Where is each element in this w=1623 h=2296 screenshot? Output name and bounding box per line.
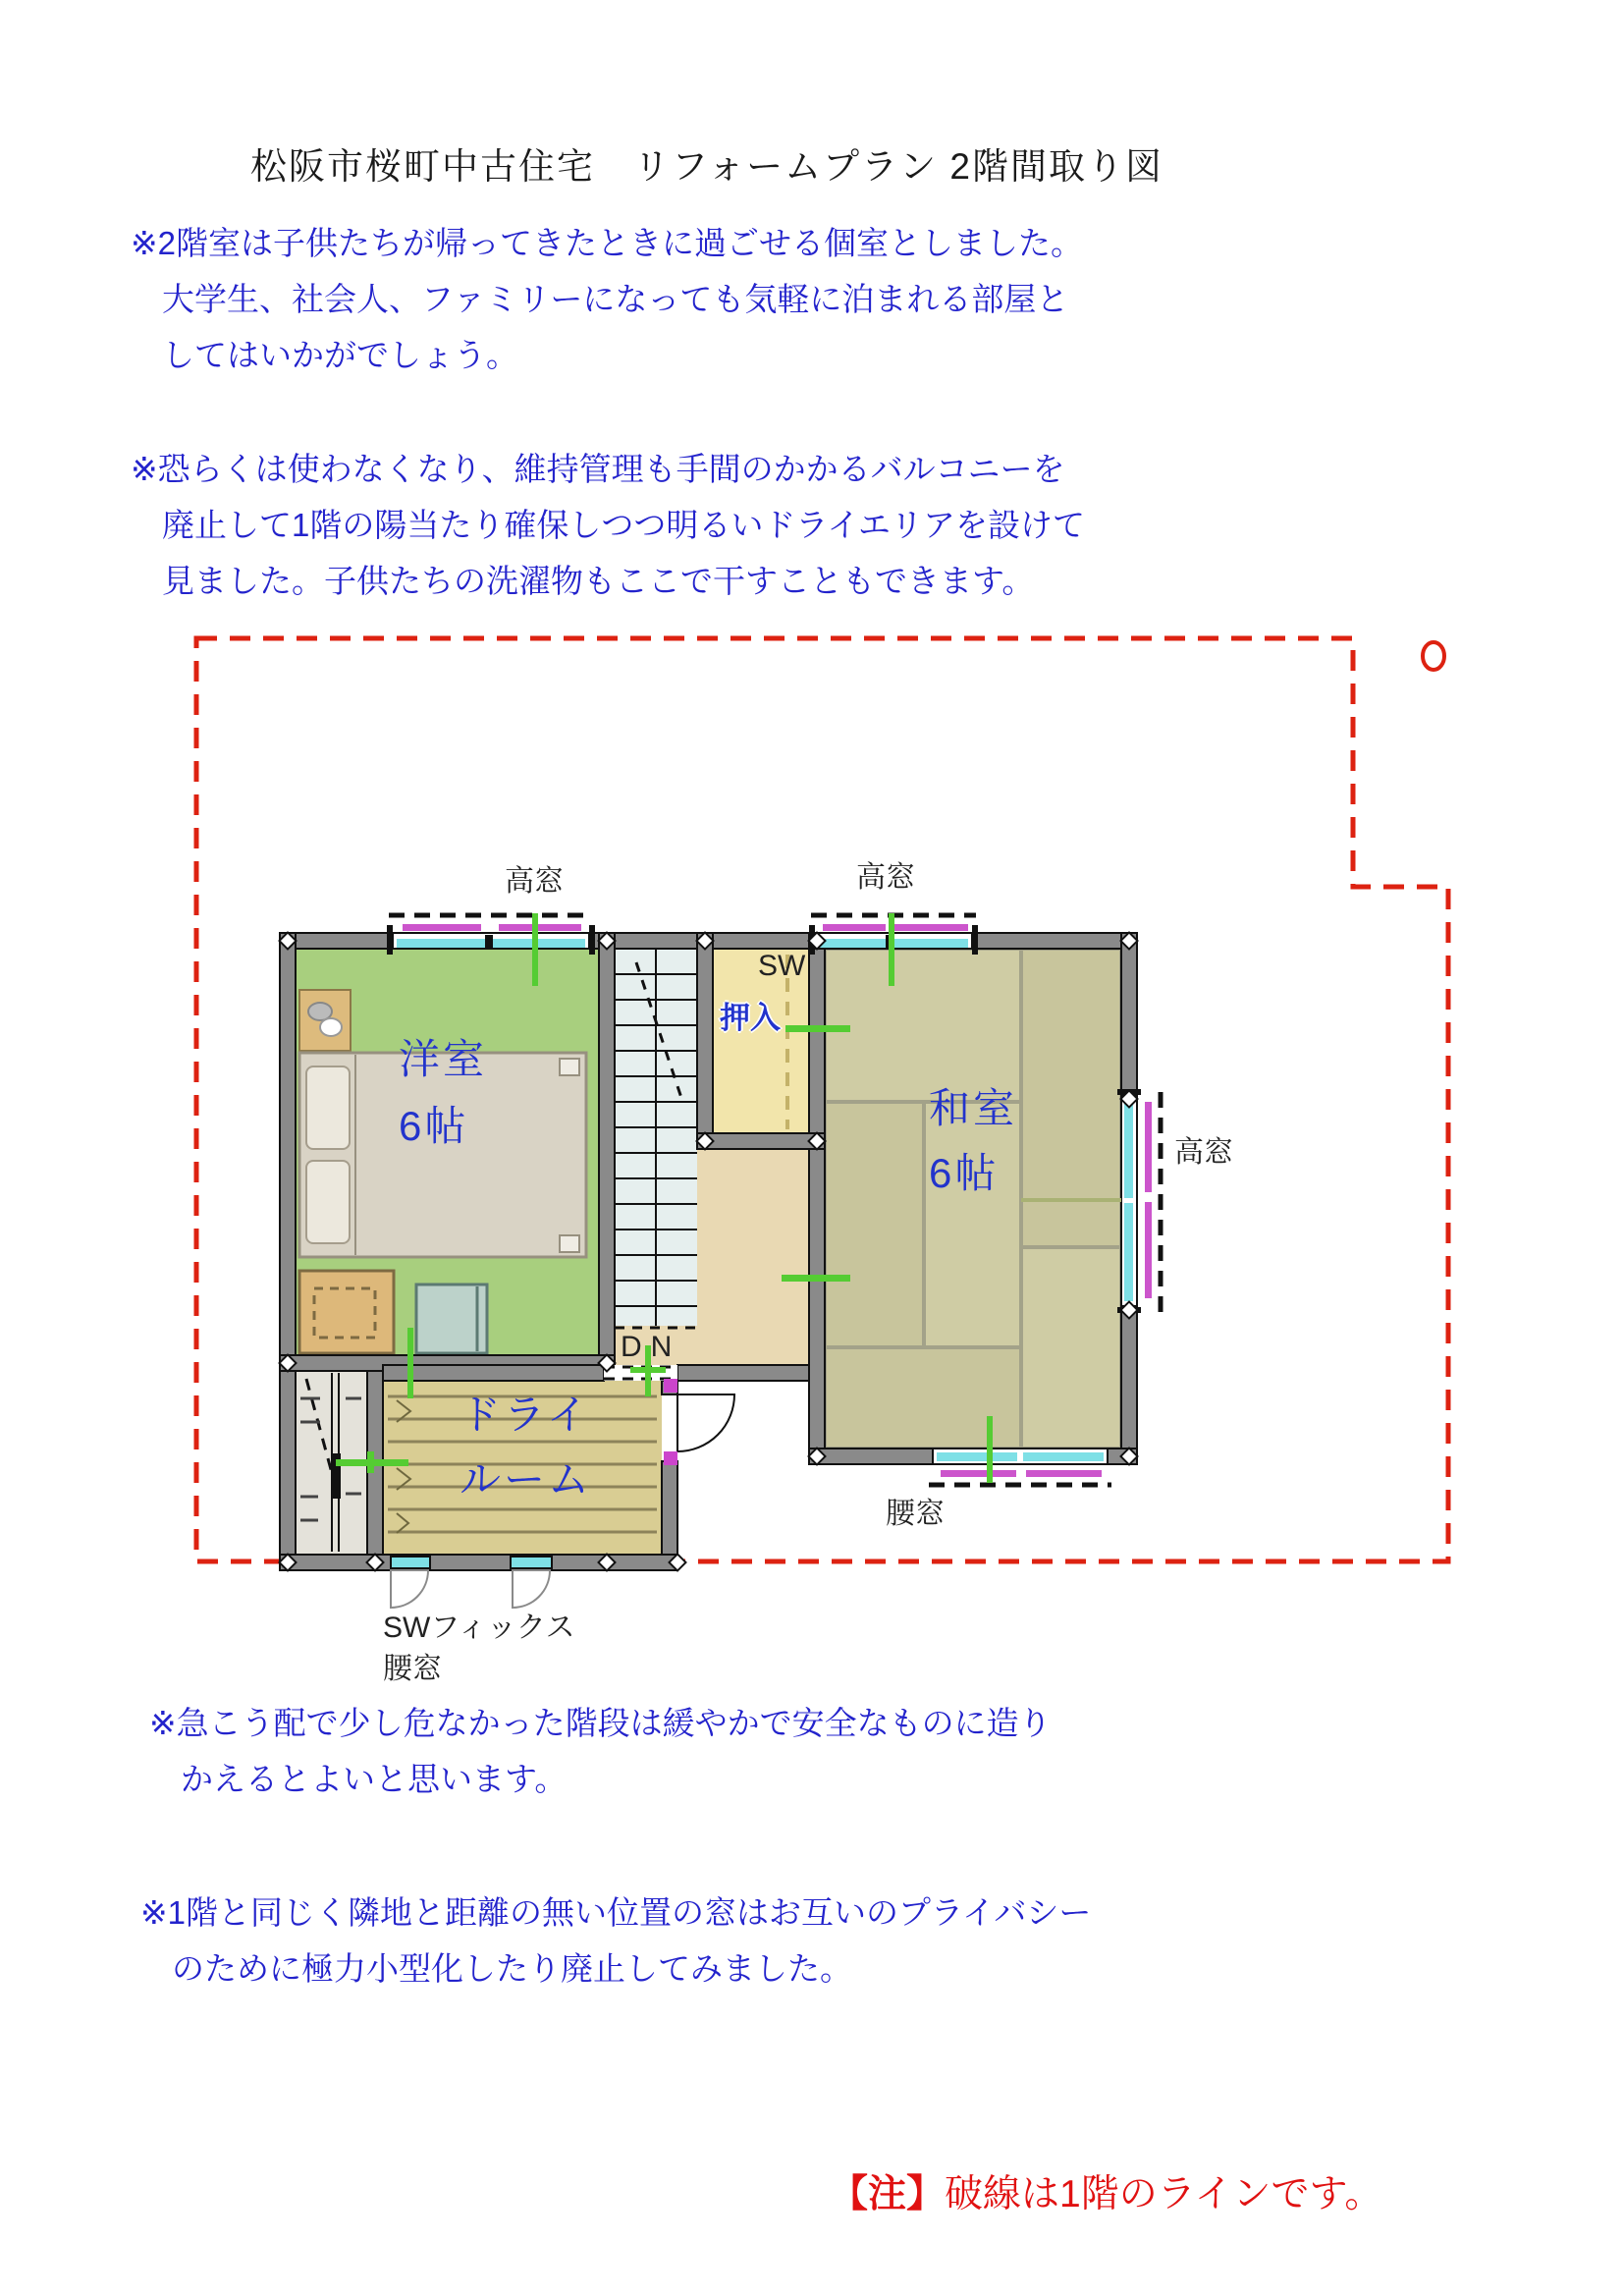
high-window-label: 高窓	[505, 865, 564, 898]
note-paragraph-line: ※1階と同じく隣地と距離の無い位置の窓はお互いのプライバシー	[140, 1894, 1092, 1931]
note-paragraph-line: ※恐らくは使わなくなり、維持管理も手間のかかるバルコニーを	[131, 451, 1065, 487]
pillow	[306, 1161, 350, 1243]
note-paragraph-line: ※2階室は子供たちが帰ってきたときに過ごせる個室としました。	[131, 225, 1084, 261]
stairs-down-label: DN	[621, 1331, 681, 1363]
note-paragraph-line: ※急こう配で少し危なかった階段は緩やかで安全なものに造り	[149, 1705, 1052, 1741]
sw-label: SW	[758, 950, 806, 982]
high-window-label: 高窓	[856, 861, 915, 894]
page-title: 松阪市桜町中古住宅 リフォームプラン 2階間取り図	[250, 146, 1164, 187]
western-room-size: 6帖	[399, 1103, 469, 1149]
dry-room-name-line1: ドライ	[460, 1392, 591, 1438]
note-paragraph-line: のために極力小型化したり廃止してみました。	[172, 1950, 852, 1987]
high-window-west	[387, 915, 595, 955]
japanese-room-name: 和室	[929, 1085, 1018, 1131]
high-window-label: 高窓	[1174, 1136, 1233, 1169]
western-room-name: 洋室	[399, 1036, 488, 1082]
waist-window-label: 腰窓	[383, 1653, 442, 1685]
note-paragraph-line: 大学生、社会人、ファミリーになっても気軽に泊まれる部屋と	[162, 281, 1069, 317]
sw-fix-label: SWフィックス	[383, 1612, 575, 1644]
dry-room-door-swing	[664, 1379, 734, 1465]
dresser	[299, 1271, 394, 1353]
note-paragraph-line: 見ました。子供たちの洗濯物もここで干すこともできます。	[162, 563, 1035, 599]
note-paragraph-line: かえるとよいと思います。	[181, 1761, 568, 1797]
note-paragraph-line: 廃止して1階の陽当たり確保しつつ明るいドライエリアを設けて	[162, 507, 1086, 543]
note-paragraph-line: してはいかがでしょう。	[162, 337, 518, 373]
closet-label: 押入	[720, 1001, 781, 1035]
footnote-marker: 【注】	[830, 2173, 946, 2215]
red-circle-mark	[1423, 642, 1444, 670]
dry-room-name-line2: ルーム	[460, 1456, 593, 1503]
high-window-right	[1117, 1089, 1161, 1313]
footnote	[830, 2172, 1382, 2218]
waist-window-japanese	[929, 1449, 1111, 1485]
footnote-text: 破線は1階のラインです。	[945, 2173, 1383, 2215]
side-table	[416, 1285, 487, 1353]
pillow	[306, 1066, 350, 1149]
waist-window-label: 腰窓	[886, 1498, 945, 1530]
nightstand	[299, 990, 351, 1051]
japanese-room-size: 6帖	[929, 1150, 1000, 1196]
